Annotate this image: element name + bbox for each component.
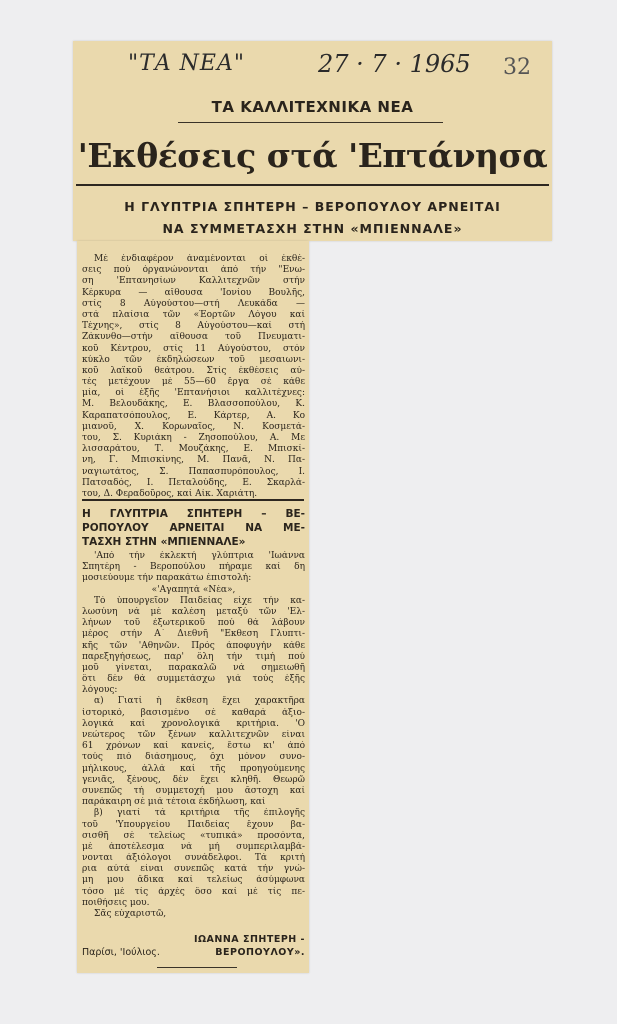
headline: 'Εκθέσεις στά 'Επτάνησα [77, 136, 548, 175]
text-line: κῆς τῶν 'Αθηνῶν. Πρός ἀποφυγήν κάθε [82, 640, 305, 651]
text-line: β) γιατί τά κριτήρια τῆς ἐπιλογῆς [94, 808, 305, 819]
signature-place: Παρίσι, 'Ιούλιος. [82, 947, 160, 958]
text-line: του, Σ. Κυριάκη - Ζησοπούλου, Α. Με [82, 433, 305, 443]
text-line: τές μετέχουν μέ 55—60 ἔργα σέ κάθε [82, 377, 305, 388]
handwritten-source: "ΤΑ ΝΕΑ" [128, 51, 245, 76]
text-line: Μ. Βελουδάκης, Ε. Βλασσοπούλου, Κ. [82, 399, 305, 410]
section-title: ΤΑ ΚΑΛΛΙΤΕΧΝΙΚΑ ΝΕΑ [211, 98, 414, 116]
text-line: λόγους: [82, 685, 118, 696]
text-line: νονται ἀξιόλογοι συνάδελφοι. Τά κριτή [82, 853, 305, 864]
text-line: μιανοῦ, Χ. Κορωναῖος, Ν. Κοσμετά- [82, 421, 305, 432]
text-line: κοῦ Κέντρου, στίς 11 Αὐγούστου, στόν [82, 343, 305, 354]
handwritten-date: 27 · 7 · 1965 [318, 50, 471, 78]
text-line: Καραπατσόπουλος, Ε. Κάρτερ, Α. Κο [82, 410, 305, 421]
column-rule [82, 499, 304, 501]
signature-name-line-1: ΙΩΑΝΝΑ ΣΠΗΤΕΡΗ - [193, 934, 305, 945]
text-line: Πατσαδός, Ι. Πεταλούδης, Ε. Σκαρλά- [82, 477, 305, 488]
text-line: στίς 8 Αὐγούστου—στή Λευκάδα — [82, 298, 305, 309]
column-subheadline-line: ΤΑΣΧΗ ΣΤΗΝ «ΜΠΙΕΝΝΑΛΕ» [82, 536, 246, 548]
headline-rule [76, 184, 549, 186]
text-line: Ζάκυνθο—στήν αἴθουσα τοῦ Πνευματι- [82, 332, 305, 343]
signature-name-line-2: ΒΕΡΟΠΟΥΛΟΥ». [215, 947, 305, 958]
text-line: λωσύνη νά μέ καλέση μεταξύ τῶν 'Ελ- [82, 606, 305, 617]
text-line: μήλικους, ἀλλά καί τῆς προηγούμενης [82, 763, 305, 774]
text-line: συνεπῶς τή συμμετοχή μου ἄστοχη καί [82, 785, 305, 796]
text-line: Κέρκυρα — αἴθουσα 'Ιονίου Βουλῆς, [82, 287, 305, 298]
text-line: τούς πιό διάσημους, ὄχι μόνον συνο- [82, 752, 305, 763]
text-line: 'Από τήν ἐκλεκτή γλύπτρια 'Ιωάννα [94, 551, 305, 561]
text-line: λογικά καί χρονολογικά κριτήρια. 'Ο [82, 718, 305, 729]
text-line: ποιθήσεις μου. [82, 897, 150, 908]
text-line: μέρος στήν Α΄ Διεθνῆ "Εκθεση Γλυπτι- [82, 629, 305, 640]
text-line: Τό ὑπουργεῖον Παιδείας εἶχε τήν κα- [94, 595, 305, 606]
text-line: νεώτερος τῶν ξένων καλλιτεχνῶν εἶναι [82, 730, 305, 740]
text-line: σισθῆ σέ τελείως «τυπικά» προσόντα, [82, 830, 305, 841]
text-line: μία, οἱ ἑξῆς 'Επτανήσιοι καλλιτέχνες: [82, 388, 305, 399]
text-line: ναγιωτάτος, Σ. Παπασπυρόπουλος, Ι. [82, 466, 305, 477]
clipping-header-panel [73, 41, 552, 241]
text-line: κύκλο τῶν ἐκδηλώσεων τοῦ μεσαιωνι- [82, 354, 305, 365]
column-subheadline-line: ΡΟΠΟΥΛΟΥ ΑΡΝΕΙΤΑΙ ΝΑ ΜΕ- [82, 522, 305, 534]
text-line: παρεξηγήσεως, παρ' ὅλη τήν τιμή πού [82, 651, 305, 662]
text-line: Τέχνης», στίς 8 Αὐγούστου—καί στή [82, 321, 305, 332]
text-line: α) Γιατί ἡ ἔκθεση ἔχει χαρακτῆρα [94, 696, 305, 707]
subheadline-line-2: ΝΑ ΣΥΜΜΕΤΑΣΧΗ ΣΤΗΝ «ΜΠΙΕΝΝΑΛΕ» [162, 221, 463, 236]
text-line: στά πλαίσια τῶν «Ἑορτῶν Λόγου καί [82, 309, 305, 320]
text-line: τοῦ 'Υπουργείου Παιδείας ἔχουν βα- [82, 819, 305, 830]
text-line: ρια αὐτά εἶναι συνεπῶς κατά τήν γνώ- [82, 864, 305, 875]
text-line: νη, Γ. Μπισκίνης, Μ. Πανᾶ, Ν. Πα- [82, 455, 305, 466]
letter-body [82, 551, 305, 920]
text-line: μέ ἀποτέλεσμα νά μή συμπεριλαμβά- [82, 841, 305, 852]
subheadline-line-1: Η ΓΛΥΠΤΡΙΑ ΣΠΗΤΕΡΗ – ΒΕΡΟΠΟΥΛΟΥ ΑΡΝΕΙΤΑΙ [124, 199, 501, 214]
text-line: ση 'Επτανησίων Καλλιτεχνῶν στήν [82, 276, 305, 287]
text-line: μοσιεύουμε τήν παρακάτω ἐπιστολή: [82, 573, 252, 584]
text-line: ἱστορικό, βασισμένο σέ καθαρά ἀξιο- [82, 707, 305, 718]
text-line: τόσο μέ τίς ἀρχές ὅσο καί μέ τίς πε- [82, 886, 305, 897]
column-subheadline-line: Η ΓΛΥΠΤΡΙΑ ΣΠΗΤΕΡΗ – ΒΕ- [82, 508, 305, 520]
text-line: Μέ ἐνδιαφέρον ἀναμένονται οἱ ἐκθέ- [94, 254, 305, 264]
text-line: «'Αγαπητά «Νέα», [151, 584, 236, 595]
text-line: κοῦ λαϊκοῦ θεάτρου. Στίς ἐκθέσεις αὐ- [82, 365, 305, 376]
text-line: Σπητέρη - Βεροπούλου πήραμε καί δη [82, 562, 305, 573]
text-line: ὅτι δέν θά συμμετάσχω γιά τούς ἑξῆς [82, 674, 305, 685]
text-line: λισσαράτου, Τ. Μουζάκης, Ε. Μπισκί- [82, 444, 305, 455]
text-line: μη μου ἄδικα καί τελείως ἀσύμφωνα [82, 875, 305, 886]
text-line: λήνων τοῦ ἐξωτερικοῦ πού θά λάβουν [82, 618, 305, 629]
text-line: 61 χρόνων καί κανείς, ἔστω κι' ἀπό [82, 741, 305, 752]
text-line: σεις πού ὀργανώνονται ἀπό τήν "Ενω- [82, 265, 305, 276]
text-line: μοῦ γίνεται, παρακαλῶ νά σημειωθῆ [82, 662, 305, 673]
clipping-article-column [77, 241, 309, 973]
handwritten-page-number: 32 [503, 55, 531, 80]
text-line: γενιᾶς, ξένους, δέν ἔχει κληθῆ. Θεωρῶ [82, 774, 305, 785]
section-title-underline [178, 122, 443, 123]
text-line: Σᾶς εὐχαριστῶ, [94, 909, 167, 919]
signature-block [82, 933, 305, 959]
signature-rule [157, 967, 237, 968]
article-paragraph-1 [82, 254, 305, 500]
text-line: παράκαιρη σέ μιά τέτοια ἐκδήλωση, καί [82, 797, 266, 808]
text-line: του, Δ. Φεραδοῦρος, καί Αἰκ. Χαριάτη. [82, 488, 258, 499]
column-subheadline [82, 507, 305, 549]
